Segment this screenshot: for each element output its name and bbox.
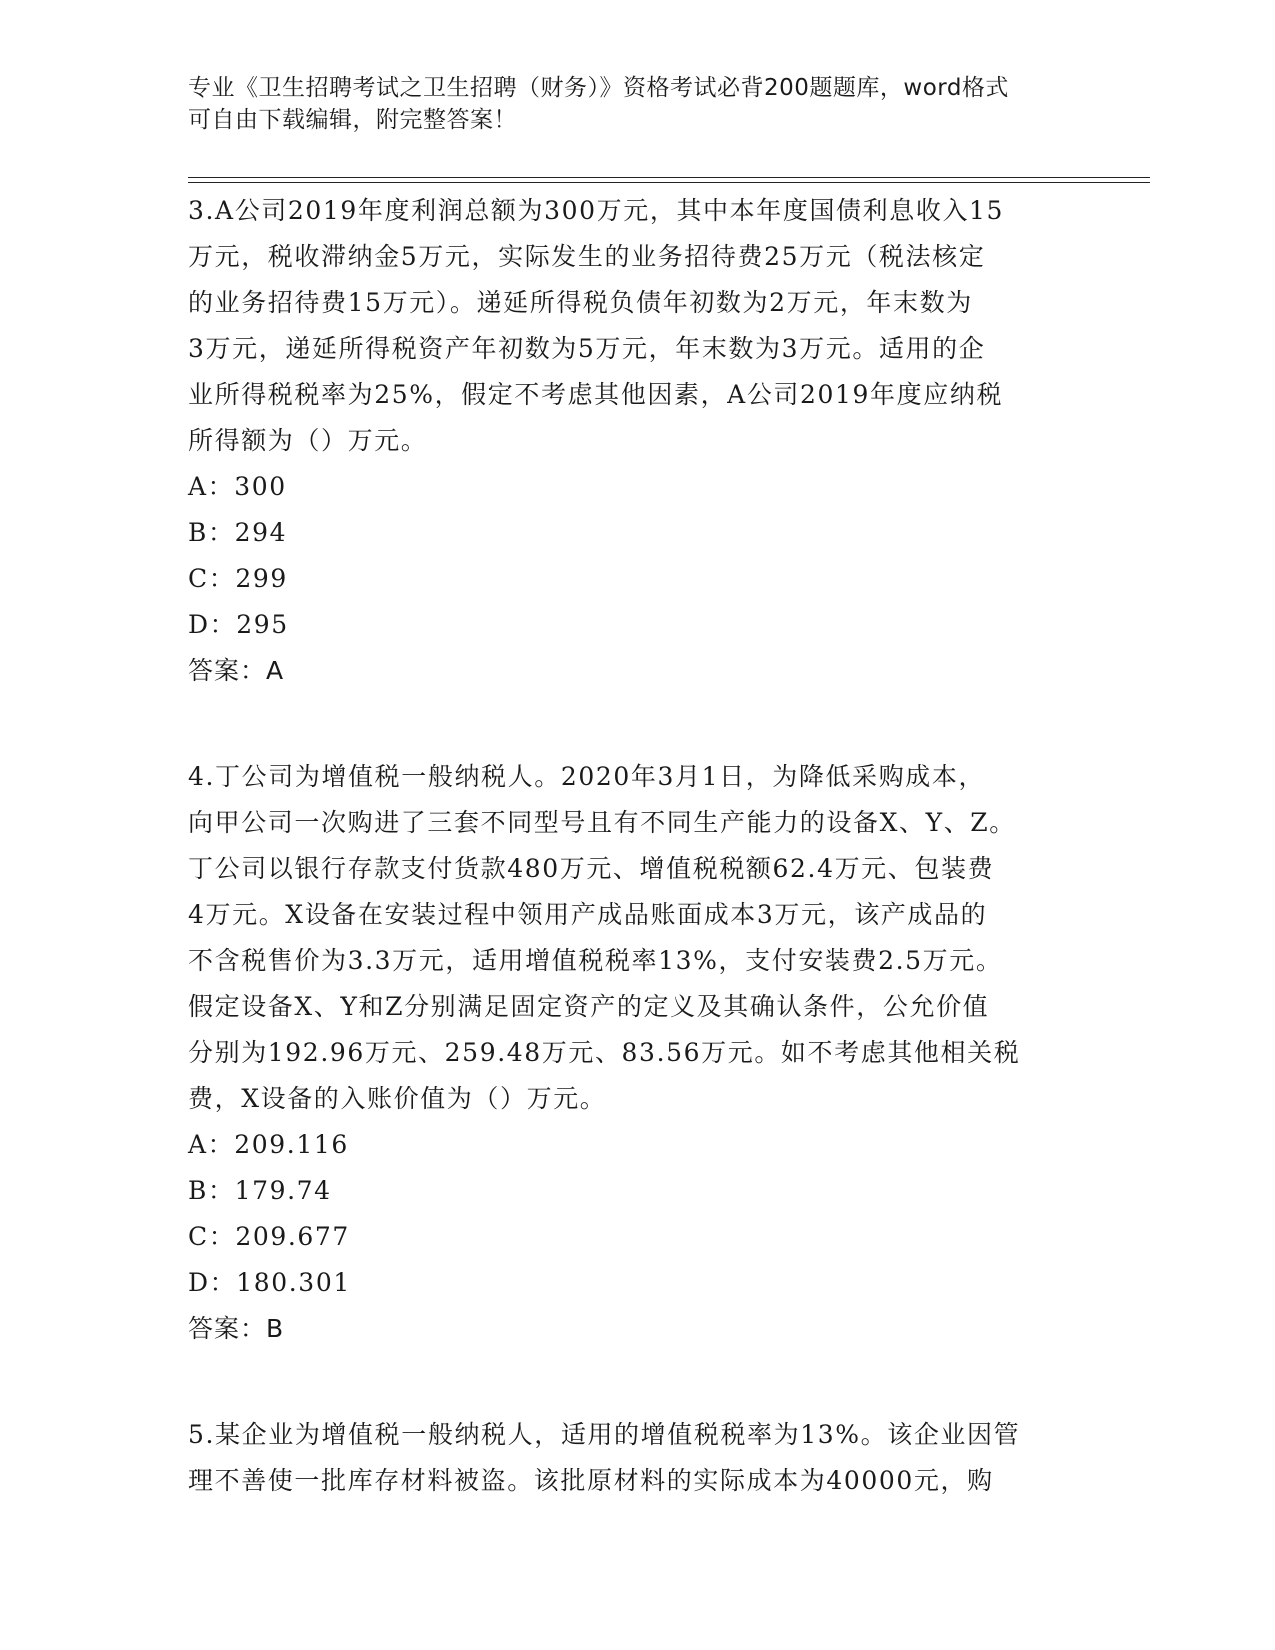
option-b: B：294 [188, 518, 288, 547]
answer-label: 答案：A [188, 656, 285, 685]
option-c: C：299 [188, 564, 288, 593]
option-c: C：209.677 [188, 1222, 350, 1251]
question-list [188, 188, 1088, 1504]
option-d: D：180.301 [188, 1268, 351, 1297]
option-a: A：209.116 [188, 1130, 349, 1159]
question-text-line: 向甲公司一次购进了三套不同型号且有不同生产能力的设备X、Y、Z。 [188, 808, 1016, 837]
question-text-line: 费，X设备的入账价值为（）万元。 [188, 1084, 607, 1113]
question-text-line: 假定设备X、Y和Z分别满足固定资产的定义及其确认条件，公允价值 [188, 992, 990, 1021]
question-4 [188, 754, 1088, 1352]
question-spacer [188, 694, 1088, 754]
question-text-line: 所得额为（）万元。 [188, 426, 428, 455]
question-text-line: 不含税售价为3.3万元，适用增值税税率13%，支付安装费2.5万元。 [188, 946, 1003, 975]
page-header [188, 72, 1068, 136]
header-line-1: 专业《卫生招聘考试之卫生招聘（财务）》资格考试必背200题题库，word格式 [188, 75, 1009, 101]
option-d: D：295 [188, 610, 289, 639]
question-text-line: 业所得税税率为25%，假定不考虑其他因素，A公司2019年度应纳税 [188, 380, 1004, 409]
question-text-line: 5.某企业为增值税一般纳税人，适用的增值税税率为13%。该企业因管 [188, 1420, 1021, 1449]
question-text-line: 4.丁公司为增值税一般纳税人。2020年3月1日，为降低采购成本， [188, 762, 986, 791]
question-3 [188, 188, 1088, 694]
question-spacer [188, 1352, 1088, 1412]
question-text-line: 的业务招待费15万元）。递延所得税负债年初数为2万元，年末数为 [188, 288, 973, 317]
question-text-line: 丁公司以银行存款支付货款480万元、增值税税额62.4万元、包装费 [188, 854, 995, 883]
header-divider-top [188, 177, 1150, 178]
question-5 [188, 1412, 1088, 1504]
question-text-line: 理不善使一批库存材料被盗。该批原材料的实际成本为40000元，购 [188, 1466, 994, 1495]
question-text-line: 分别为192.96万元、259.48万元、83.56万元。如不考虑其他相关税 [188, 1038, 1021, 1067]
answer-label: 答案：B [188, 1314, 285, 1343]
question-text-line: 3.A公司2019年度利润总额为300万元，其中本年度国债利息收入15 [188, 196, 1005, 225]
question-text-line: 4万元。X设备在安装过程中领用产成品账面成本3万元，该产成品的 [188, 900, 988, 929]
question-text-line: 3万元，递延所得税资产年初数为5万元，年末数为3万元。适用的企 [188, 334, 986, 363]
header-line-2: 可自由下载编辑，附完整答案！ [188, 107, 517, 133]
header-divider-bottom [188, 182, 1150, 183]
option-a: A：300 [188, 472, 287, 501]
option-b: B：179.74 [188, 1176, 332, 1205]
question-text-line: 万元，税收滞纳金5万元，实际发生的业务招待费25万元（税法核定 [188, 242, 986, 271]
